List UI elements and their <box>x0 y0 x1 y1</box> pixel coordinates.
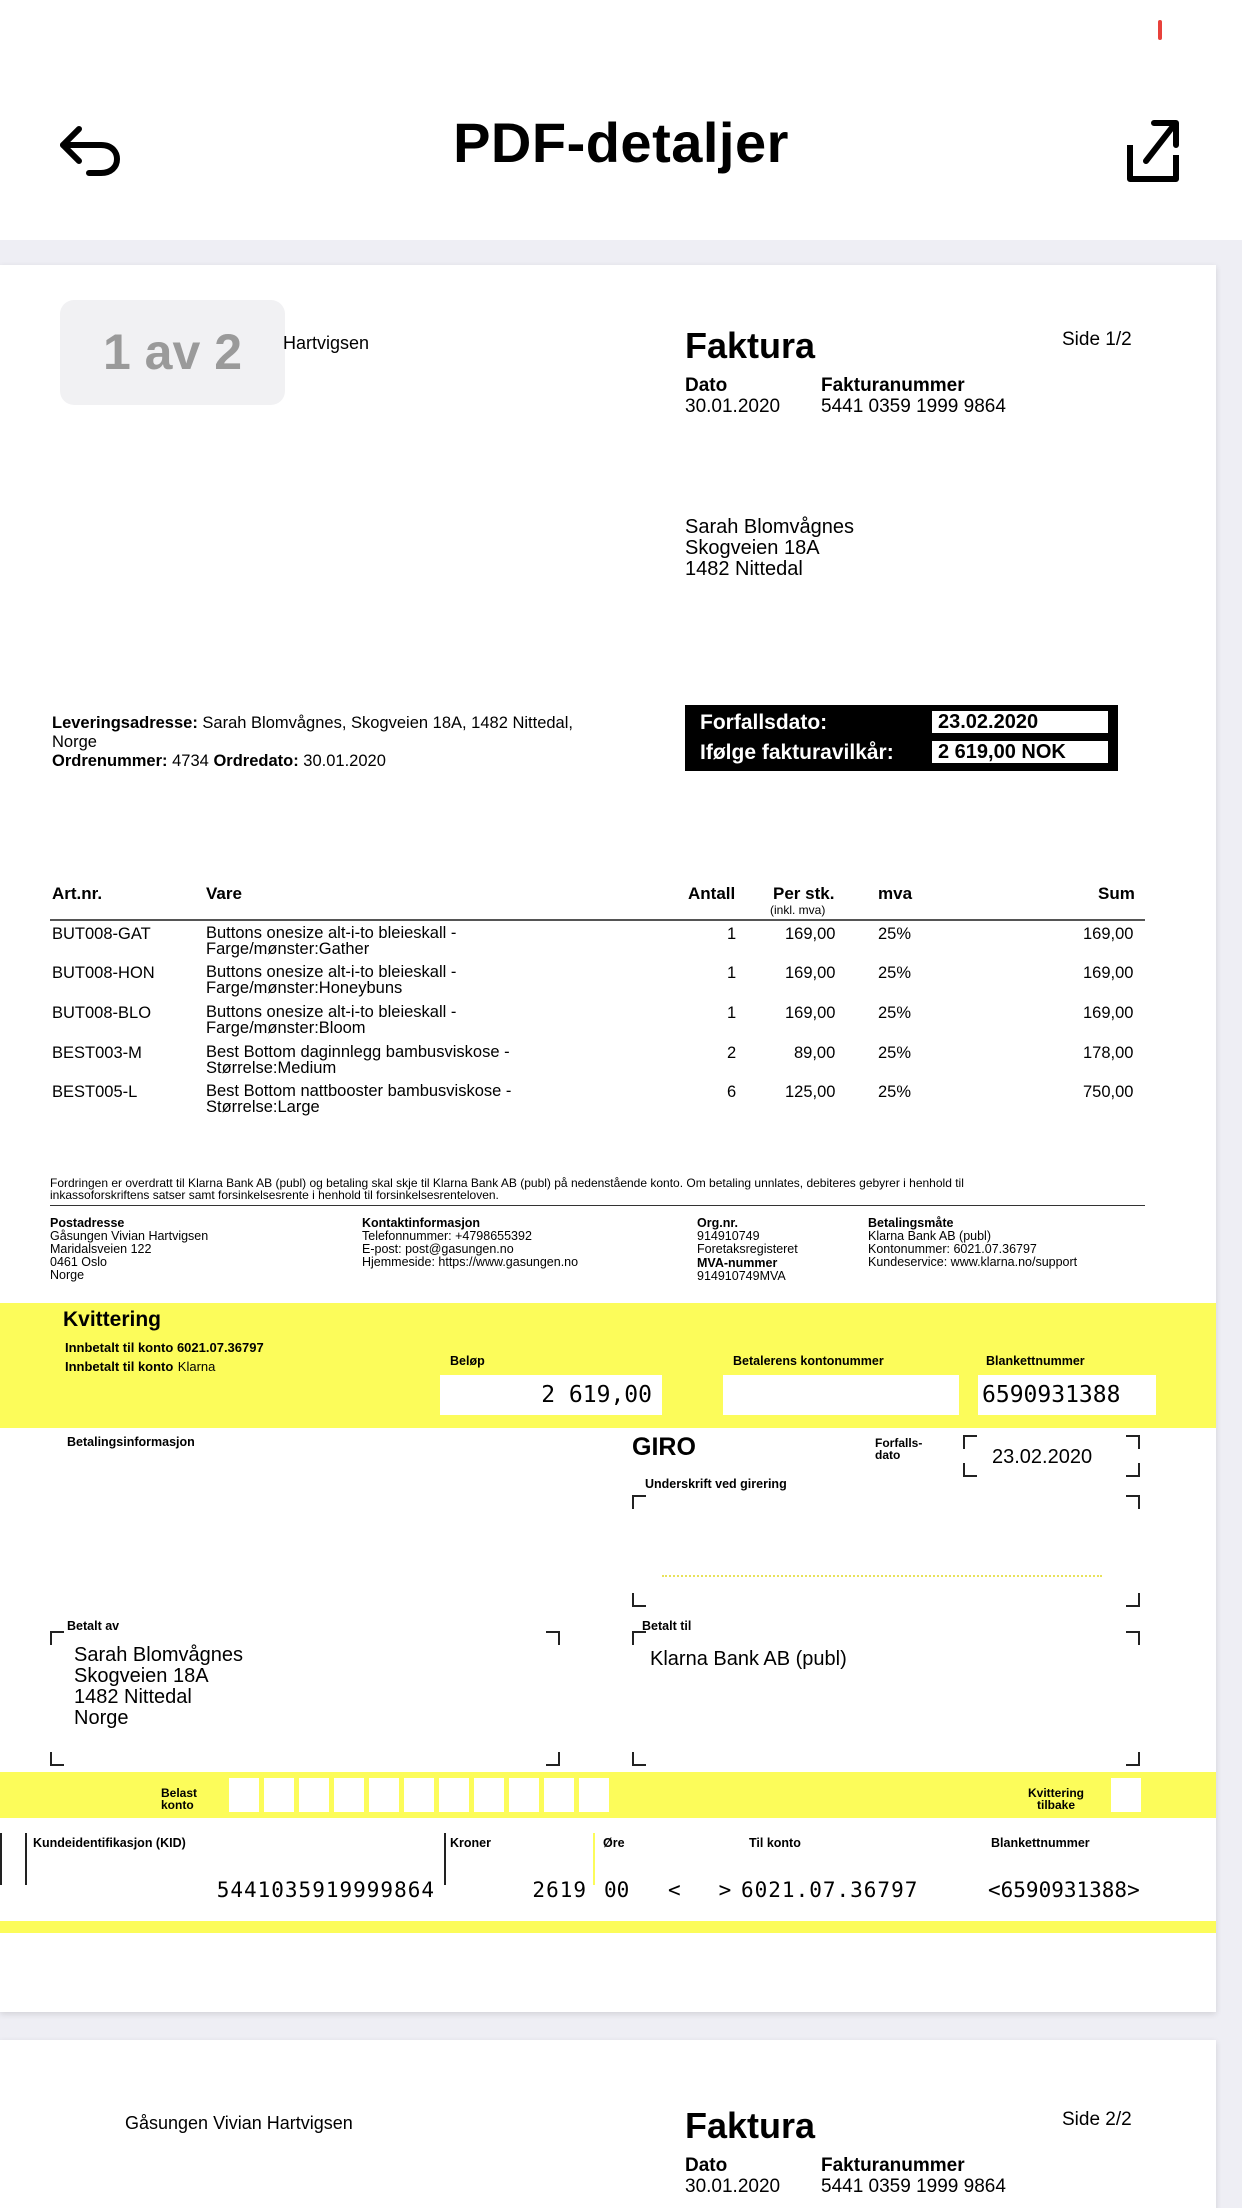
col-vare: Vare <box>206 884 242 903</box>
ore-label: Øre <box>603 1836 625 1850</box>
table-divider <box>50 919 1145 921</box>
assignment-notice: Fordringen er overdratt til Klarna Bank AB (publ) og betaling skal skje til Klarna Bank AB (publ) på nedenstående konto. Om betaling unnlates, debiteres gebyrer i henhold til inkassoforskriftens satser samt forsinkelsesrente i henhold til forsinkelsesrenteloven. <box>50 1176 964 1202</box>
pdf-page-2 <box>0 2040 1216 2208</box>
delivery-info: Leveringsadresse: Sarah Blomvågnes, Skogveien 18A, 1482 Nittedal, Norge Ordrenummer: 4734 Ordredato: 30.01.2020 <box>52 714 573 770</box>
invoice-title: Faktura <box>685 325 816 366</box>
amount-label: Beløp <box>450 1354 485 1368</box>
invoice-number-label: Fakturanummer <box>821 2155 965 2176</box>
kid-label: Kundeidentifikasjon (KID) <box>33 1836 186 1850</box>
col-per: Per stk. <box>773 884 835 903</box>
date-value: 30.01.2020 <box>685 2176 781 2197</box>
form-number-label-2: Blankettnummer <box>991 1836 1090 1850</box>
paid-to-name: Klarna Bank AB (publ) <box>650 1648 847 1670</box>
page-number: Side 1/2 <box>1062 329 1132 350</box>
debit-account-label: Belast konto <box>161 1786 198 1812</box>
col-sum: Sum <box>1098 884 1135 903</box>
to-account-label: Til konto <box>749 1836 801 1850</box>
payer-account-label: Betalerens kontonummer <box>733 1354 884 1368</box>
col-antall: Antall <box>688 884 736 903</box>
terms-value: 2 619,00 NOK <box>930 739 1110 765</box>
kid-value: 5441035919999864 <box>216 1878 435 1902</box>
recording-indicator <box>1158 20 1162 40</box>
footer-contact: Kontaktinformasjon Telefonnummer: +4798655392 E-post: post@gasungen.no Hjemmeside: https://www.gasungen.no <box>362 1216 579 1269</box>
col-art: Art.nr. <box>52 884 103 903</box>
date-value: 30.01.2020 <box>685 396 781 417</box>
terms-label: Ifølge fakturavilkår: <box>700 741 894 764</box>
share-button[interactable] <box>1120 115 1190 185</box>
kroner-value: 2619 <box>532 1878 587 1902</box>
col-per-sub: (inkl. mva) <box>770 903 826 917</box>
page-indicator: 1 av 2 <box>60 300 285 405</box>
amount-value: 2 619,00 <box>541 1382 652 1408</box>
footer-payment: Betalingsmåte Klarna Bank AB (publ) Kontonummer: 6021.07.36797 Kundeservice: www.klarna.no/support <box>868 1216 1078 1269</box>
kroner-label: Kroner <box>450 1836 491 1850</box>
recipient-address: Sarah Blomvågnes Skogveien 18A 1482 Nittedal <box>685 516 854 580</box>
paid-by-address: Sarah Blomvågnes Skogveien 18A 1482 Nittedal Norge <box>74 1644 243 1729</box>
due-summary-box <box>685 705 1118 771</box>
paid-by-label: Betalt av <box>67 1619 120 1633</box>
bottom-band <box>0 1921 1216 1933</box>
footer-post: Postadresse Gåsungen Vivian Hartvigsen Maridalsveien 122 0461 Oslo Norge <box>50 1216 209 1282</box>
invoice-number-value: 5441 0359 1999 9864 <box>821 396 1006 417</box>
page-title: PDF-detaljer <box>453 111 789 174</box>
app-header <box>0 0 1242 240</box>
sender-name: Hartvigsen <box>283 333 370 353</box>
signature-line <box>662 1575 1102 1577</box>
receipt-back-box[interactable] <box>1111 1778 1141 1812</box>
footer-divider <box>50 1205 1145 1206</box>
form-number-label: Blankettnummer <box>986 1354 1085 1368</box>
amount-arrows: < > <box>668 1878 732 1902</box>
due-label: Forfallsdato: <box>700 711 828 734</box>
payer-account-field[interactable] <box>723 1375 959 1415</box>
share-icon <box>1120 115 1190 185</box>
signature-label: Underskrift ved girering <box>645 1477 787 1491</box>
pdf-page-1: 1 av 2 Hartvigsen Faktura Side 1/2 Dato 30.01.2020 Fakturanummer 5441 0359 1999 9864 Sarah Blomvågnes Skogveien 18A 1482 Nittedal Leveringsadresse: Sarah Blomvågnes, Skogveien 18A, 1482 Nittedal, Norge Ordrenummer: 4734 Ordredato: 30.01.2020 Forfallsdato: 23.02.2020 Ifølge fakturavilkår: 2 619,00 NOK Art.nr. Vare Antall Per stk. (inkl. mva) mva Sum BUT008-GAT Buttons onesize alt-i-to bleieskall - Farge/mønster:Gather 1 169,00 25% 169,00 BUT008-HON Buttons onesize alt-i-to bleieskall - Farge/mønster:Honeybuns 1 169,00 25% 169,00 BUT008-BLO Buttons onesize alt-i-to bleieskall - Farge/mønster:Bloom 1 169,00 25% 169,00 BEST003-M Best Bottom daginnlegg bambusviskose - Størrelse:Medium 2 89,00 25% 178,00 BEST005-L Best Bottom nattbooster bambusviskose - Størrelse:Large 6 125,00 25% 750,00 Fordringen er overdratt til Klarna Bank AB (publ) og betaling skal skje til Klarna Bank AB (publ) på nedenstående konto. Om betaling unnlates, debiteres gebyrer i henhold til inkassoforskriftens satser samt forsinkelsesrente i henhold til forsinkelsesrenteloven. Postadresse Gåsungen Vivian Hartvigsen Maridalsveien 122 0461 Oslo Norge Kontaktinformasjon Telefonnummer: +4798655392 E-post: post@gasungen.no Hjemmeside: https://www.gasungen.no Org.nr. 914910749 Foretaksregisteret MVA-nummer 914910749MVA Betalingsmåte Klarna Bank AB (publ) Kontonummer: 6021.07.36797 Kundeservice: www.klarna.no/support Kvittering Innbetalt til konto 6021.07.36797 Innbetalt til konto Klarna Beløp 2 619,00 Betalerens kontonummer Blankettnummer 6590931388 Betalingsinformasjon GIRO Forfalls- dato 23.02.2020 Underskrift ved girering Betalt av Sarah Blomvågnes Skogveien 18A 1482 Nittedal Norge Betalt til Klarna Bank AB (publ) Belast konto Kvittering tilbake Kundeidentifikasjon (KID) Kroner Øre Til konto Blankettnummer 5441035919999864 2619 00 < > 6021.07.36797 <6590931388> <box>0 265 1216 2012</box>
col-mva: mva <box>878 884 913 903</box>
sender-name: Gåsungen Vivian Hartvigsen <box>125 2113 353 2133</box>
invoice-title: Faktura <box>685 2105 816 2146</box>
giro-title: GIRO <box>632 1433 696 1461</box>
due-value: 23.02.2020 <box>930 709 1110 735</box>
to-account-value: 6021.07.36797 <box>741 1878 919 1902</box>
page-number: Side 2/2 <box>1062 2109 1132 2130</box>
form-number-value: 6590931388 <box>982 1382 1121 1408</box>
ore-value: 00 <box>604 1878 630 1902</box>
giro-due-date: 23.02.2020 <box>992 1446 1093 1468</box>
receipt-title: Kvittering <box>63 1308 162 1331</box>
invoice-number-value: 5441 0359 1999 9864 <box>821 2176 1006 2197</box>
paid-to-box-label: Betalt til <box>642 1619 692 1633</box>
form-number-value-2: <6590931388> <box>988 1878 1140 1902</box>
paid-to: Innbetalt til konto Klarna <box>65 1359 216 1374</box>
receipt-back-label: Kvittering tilbake <box>1028 1786 1085 1812</box>
date-label: Dato <box>685 375 728 396</box>
payment-info-label: Betalingsinformasjon <box>67 1435 195 1449</box>
footer-org: Org.nr. 914910749 Foretaksregisteret MVA-nummer 914910749MVA <box>697 1216 798 1283</box>
date-label: Dato <box>685 2155 728 2176</box>
paid-to-account: Innbetalt til konto 6021.07.36797 <box>65 1340 264 1355</box>
invoice-number-label: Fakturanummer <box>821 375 965 396</box>
due-date-label: Forfalls- dato <box>875 1436 923 1462</box>
